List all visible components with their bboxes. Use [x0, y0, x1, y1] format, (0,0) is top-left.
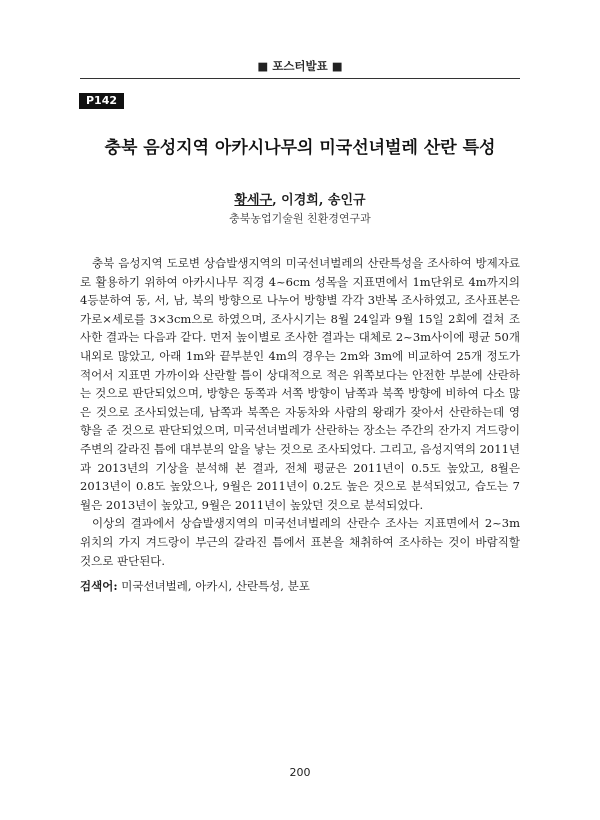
- co-authors: , 이경희, 송인규: [272, 193, 366, 208]
- abstract-body: [80, 254, 520, 570]
- paper-title: 충북 음성지역 아카시나무의 미국선녀벌레 산란 특성: [104, 138, 496, 158]
- first-author: 황세구: [234, 193, 273, 208]
- author-line: [80, 189, 520, 208]
- header-divider: [80, 78, 520, 79]
- poster-id-badge: P142: [79, 93, 124, 109]
- abstract-paragraph: 이상의 결과에서 상습발생지역의 미국선녀벌레의 산란수 조사는 지표면에서 2~3m 위치의 가지 겨드랑이 부근의 갈라진 틈에서 표본을 채취하여 조사하는 것이 바람직할 것으로 판단된다.: [80, 516, 520, 568]
- keywords-list: 미국선녀벌레, 아카시, 산란특성, 분포: [121, 579, 310, 593]
- keywords-line: [80, 577, 520, 595]
- keywords-label: 검색어:: [80, 579, 118, 593]
- page-number: 200: [289, 766, 311, 779]
- section-header: ■ 포스터발표 ■: [257, 59, 343, 73]
- affiliation: 충북농업기술원 친환경연구과: [229, 212, 371, 225]
- abstract-paragraph: 충북 음성지역 도로변 상습발생지역의 미국선녀벌레의 산란특성을 조사하여 방제자료로 활용하기 위하여 아카시나무 직경 4~6cm 성목을 지표면에서 1m단위로 4m까지의 4등분하여 동, 서, 남, 북의 방향으로 나누어 방향별 각각 3반복 조사하였고, 조사표본은 가로×세로를 3×3cm으로 하였으며, 조사시기는 8월 24일과 9월 15일 2회에 걸쳐 조사한 결과는 다음과 같다. 먼저 높이별로 조사한 결과는 대체로 2~3m사이에 평균 50개 내외로 많았고, 아래 1m와 끝부분인 4m의 경우는 2m와 3m에 비교하여 25개 정도가 적어서 지표면 가까이와 산란할 틈이 상대적으로 적은 위쪽보다는 안전한 부분에 산란하는 것으로 판단되었으며, 방향은 동쪽과 서쪽 방향이 남쪽과 북쪽 방향에 비하여 다소 많은 것으로 조사되었는데, 남쪽과 북쪽은 자동차와 사람의 왕래가 잦아서 산란하는데 영향을 준 것으로 판단되었으며, 미국선녀벌레가 산란하는 장소는 주간의 잔가지 겨드랑이 주변의 갈라진 틈에 대부분의 알을 낳는 것으로 조사되었다. 그리고, 음성지역의 2011년과 2013년의 기상을 분석해 본 결과, 전체 평균은 2011년이 0.5도 높았고, 8월은 2013년이 0.8도 높았으나, 9월은 2011년이 0.2도 높은 것으로 분석되었고, 습도는 7월은 2013년이 높았고, 9월은 2011년이 높았던 것으로 분석되었다.: [80, 256, 520, 512]
